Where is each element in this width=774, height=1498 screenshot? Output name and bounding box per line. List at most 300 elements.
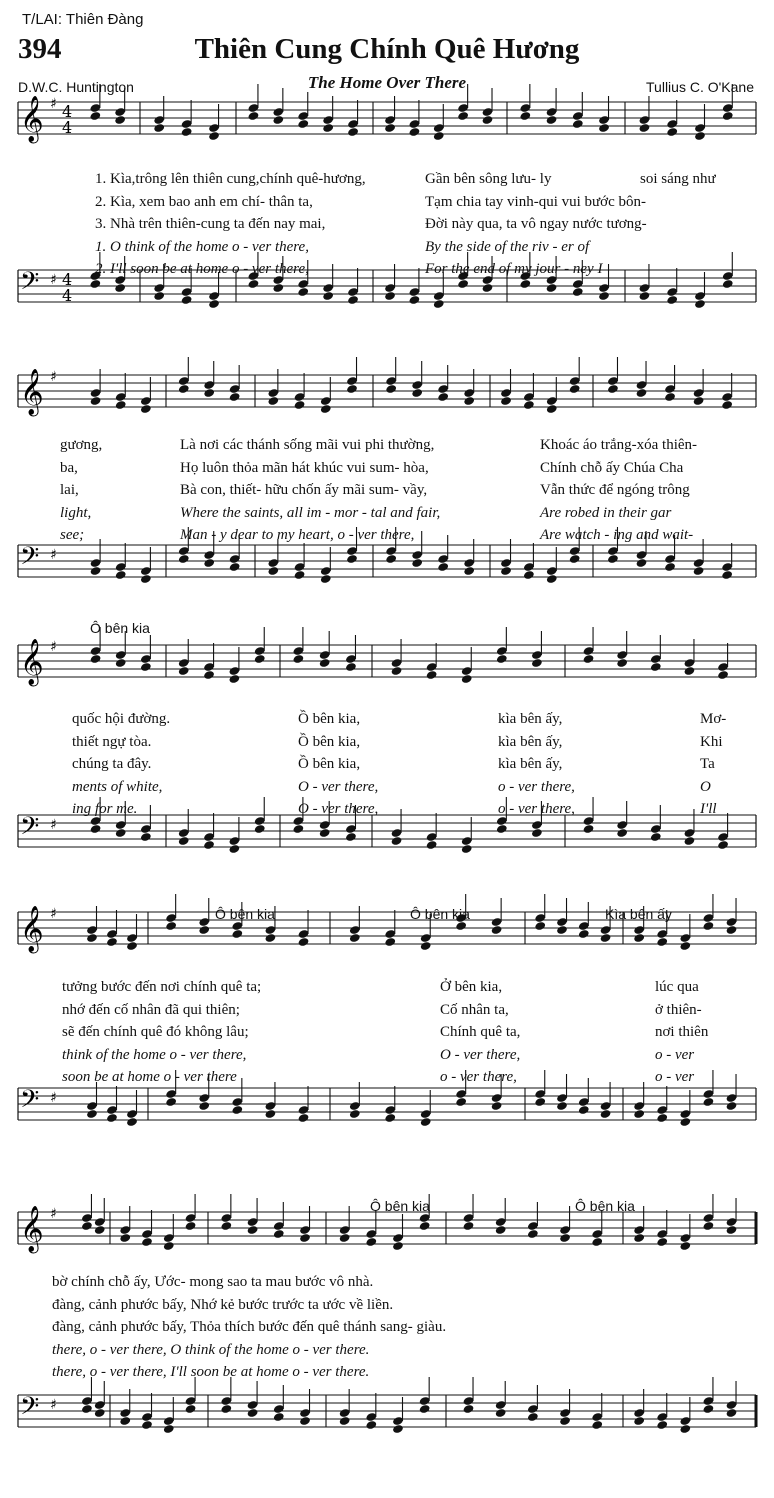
note-head (491, 925, 503, 935)
note-head (461, 674, 473, 684)
note-head (693, 396, 705, 406)
note-head (523, 400, 535, 410)
note-head (140, 662, 152, 672)
bass-staff (18, 815, 756, 847)
sharp-icon: ♯ (50, 639, 57, 655)
note-head (420, 941, 432, 951)
note-head (437, 392, 449, 402)
sharp-icon: ♯ (50, 1090, 57, 1106)
note-head (519, 279, 531, 289)
note-head (349, 1109, 361, 1119)
note-head (90, 566, 102, 576)
sharp-icon: ♯ (50, 1397, 57, 1413)
note-head (273, 1412, 285, 1422)
note-head (178, 554, 190, 564)
note-head (600, 933, 612, 943)
lyric-phrase: Vẫn thức để ngóng trông (540, 482, 690, 498)
note-head (347, 295, 359, 305)
sharp-icon: ♯ (50, 906, 57, 922)
note-head (272, 283, 284, 293)
note-head (94, 1408, 106, 1418)
sharp-icon: ♯ (50, 96, 57, 112)
note-head (633, 1109, 645, 1119)
note-head (559, 1416, 571, 1426)
note-head (482, 115, 494, 125)
sharp-icon: ♯ (50, 817, 57, 833)
lyric-phrase: O (700, 778, 711, 795)
note-head (722, 111, 734, 121)
note-head (419, 1404, 431, 1414)
lyric-phrase: o - ver there, (440, 1069, 517, 1085)
note-head (90, 824, 102, 834)
note-head (391, 836, 403, 846)
note-head (703, 1221, 715, 1231)
note-head (349, 933, 361, 943)
note-head (457, 111, 469, 121)
note-head (408, 295, 420, 305)
treble-clef-icon: 𝄞 (20, 1206, 44, 1252)
note-head (254, 654, 266, 664)
note-head (527, 1229, 539, 1239)
note-head (519, 111, 531, 121)
note-head (203, 670, 215, 680)
note-head (679, 1241, 691, 1251)
note-head (298, 937, 310, 947)
note-head (726, 1408, 738, 1418)
note-head (463, 566, 475, 576)
note-head (656, 1237, 668, 1247)
note-head (220, 1221, 232, 1231)
note-head (607, 384, 619, 394)
lyric-phrase: Man - y dear to my heart, o - ver there, (180, 527, 415, 543)
note-head (231, 929, 243, 939)
treble-clef-icon: 𝄞 (20, 96, 44, 142)
note-head (292, 824, 304, 834)
note-head (347, 127, 359, 137)
note-head (650, 662, 662, 672)
note-head (639, 123, 651, 133)
note-head (198, 1101, 210, 1111)
note-head (496, 654, 508, 664)
note-head (693, 566, 705, 576)
note-head (365, 1420, 377, 1430)
note-head (721, 570, 733, 580)
hymn-subtitle: The Home Over There (307, 73, 467, 92)
note-head (265, 933, 277, 943)
note-head (203, 388, 215, 398)
time-signature: 4 (62, 118, 73, 137)
lyric-phrase: there, o - ver there, I'll soon be at home o - ver there. (52, 1364, 370, 1380)
note-head (119, 1416, 131, 1426)
note-head (365, 1237, 377, 1247)
note-head (86, 1109, 98, 1119)
note-head (106, 937, 118, 947)
note-head (126, 941, 138, 951)
note-head (203, 558, 215, 568)
bass-clef-icon: 𝄢 (20, 542, 40, 577)
treble-clef-icon: 𝄞 (20, 639, 44, 685)
lyric-phrase: nơi thiên (655, 1024, 709, 1040)
note-head (140, 404, 152, 414)
composer-credit: D.W.C. Huntington (18, 79, 134, 95)
lyric-phrase: sẽ đến chính quê đó không lâu; (62, 1024, 249, 1040)
note-head (684, 666, 696, 676)
note-head (299, 1416, 311, 1426)
note-head (546, 574, 558, 584)
note-head (89, 111, 101, 121)
lyric-phrase: o - ver there, (498, 778, 575, 795)
lyric-phrase: ing for me. (72, 801, 138, 817)
lyric-phrase: 1. O think of the home o - ver there, (95, 238, 309, 255)
note-head (178, 666, 190, 676)
note-head (583, 824, 595, 834)
note-head (664, 562, 676, 572)
note-head (531, 658, 543, 668)
note-head (656, 937, 668, 947)
note-head (463, 1404, 475, 1414)
lyric-phrase: ba, (60, 459, 78, 476)
note-head (420, 1117, 432, 1127)
lyric-phrase: Đời này qua, ta vô ngay nước tương- (425, 216, 647, 232)
note-head (650, 832, 662, 842)
note-head (126, 1117, 138, 1127)
note-head (721, 400, 733, 410)
note-head (106, 1113, 118, 1123)
lyric-phrase: Are watch - ing and wait- (540, 527, 694, 543)
note-head (384, 123, 396, 133)
note-head (726, 925, 738, 935)
note-head (495, 1225, 507, 1235)
lyric-phrase: Ồ bên kia, (298, 756, 361, 772)
note-head (248, 111, 260, 121)
bass-clef-icon: 𝄢 (20, 267, 40, 302)
note-head (231, 1105, 243, 1115)
lyric-phrase: kìa bên ấy, (498, 756, 563, 772)
note-head (272, 115, 284, 125)
note-head (346, 384, 358, 394)
note-head (546, 115, 558, 125)
lyric-phrase: light, (60, 504, 92, 521)
note-head (437, 562, 449, 572)
note-head (384, 291, 396, 301)
note-head (198, 925, 210, 935)
note-head (455, 921, 467, 931)
sharp-icon: ♯ (50, 547, 57, 563)
note-head (163, 1241, 175, 1251)
note-head (220, 1404, 232, 1414)
note-head (523, 570, 535, 580)
note-head (228, 674, 240, 684)
note-head (254, 824, 266, 834)
note-head (482, 283, 494, 293)
note-head (569, 384, 581, 394)
lyric-phrase: o - ver (655, 1069, 695, 1085)
note-head (81, 1221, 93, 1231)
note-head (339, 1233, 351, 1243)
note-head (703, 921, 715, 931)
note-head (726, 1225, 738, 1235)
note-head (297, 287, 309, 297)
note-head (86, 933, 98, 943)
treble-clef-icon: 𝄞 (20, 906, 44, 952)
note-head (666, 295, 678, 305)
lyric-phrase: Chính chỗ ấy Chúa Cha (540, 459, 684, 476)
note-head (679, 941, 691, 951)
note-head (385, 554, 397, 564)
note-head (185, 1404, 197, 1414)
sharp-icon: ♯ (50, 1206, 57, 1222)
lyric-phrase: ments of white, (72, 778, 163, 795)
lyric-phrase: Khoác áo trắng-xóa thiên- (540, 437, 698, 453)
lyric-phrase: lai, (60, 482, 79, 498)
note-head (265, 1109, 277, 1119)
note-head (392, 1424, 404, 1434)
note-head (320, 574, 332, 584)
note-head (717, 840, 729, 850)
note-head (583, 654, 595, 664)
note-head (534, 1097, 546, 1107)
lyric-phrase: 2. Kìa, xem bao anh em chí- thân ta, (95, 193, 313, 210)
time-signature: 4 (62, 102, 73, 121)
lyric-phrase: Khi (700, 733, 723, 750)
lyric-phrase: o - ver there, (498, 801, 575, 817)
bass-lyric: Ô bên kia (215, 906, 275, 922)
note-head (322, 123, 334, 133)
lyric-phrase: tưởng bước đến nơi chính quê ta; (62, 979, 262, 995)
note-head (616, 828, 628, 838)
note-head (292, 654, 304, 664)
note-head (666, 127, 678, 137)
lyric-phrase: ở thiên- (655, 1001, 702, 1018)
lyric-phrase: nhớ đến cố nhân đã qui thiên; (62, 1001, 240, 1018)
note-head (656, 1420, 668, 1430)
note-head (726, 1101, 738, 1111)
lyric-phrase: soon be at home o - ver there (62, 1069, 237, 1085)
lyric-phrase: By the side of the riv - er of (425, 238, 590, 255)
note-head (115, 658, 127, 668)
author-credit: Tullius C. O'Kane (646, 79, 754, 95)
note-head (319, 828, 331, 838)
note-head (722, 279, 734, 289)
note-head (419, 1221, 431, 1231)
treble-clef-icon: 𝄞 (20, 369, 44, 415)
lyric-phrase: Ta (700, 756, 715, 772)
note-head (141, 1420, 153, 1430)
lyric-phrase: Là nơi các thánh sống mãi vui phi thường, (180, 437, 435, 453)
note-head (163, 1424, 175, 1434)
note-head (578, 929, 590, 939)
note-head (556, 1101, 568, 1111)
lyric-phrase: Ở bên kia, (440, 979, 503, 995)
note-head (114, 283, 126, 293)
note-head (185, 1221, 197, 1231)
note-head (228, 844, 240, 854)
note-head (598, 291, 610, 301)
bass-clef-icon: 𝄢 (20, 1392, 40, 1427)
note-head (569, 554, 581, 564)
lyric-phrase: think of the home o - ver there, (62, 1046, 247, 1063)
note-head (531, 828, 543, 838)
note-head (384, 937, 396, 947)
note-head (411, 558, 423, 568)
note-head (90, 654, 102, 664)
note-head (527, 1412, 539, 1422)
note-head (165, 1097, 177, 1107)
bass-lyric: Ô bên kia (90, 620, 150, 636)
note-head (591, 1237, 603, 1247)
note-head (426, 670, 438, 680)
note-head (463, 1221, 475, 1231)
note-head (178, 836, 190, 846)
note-head (703, 1404, 715, 1414)
note-head (89, 279, 101, 289)
note-head (433, 299, 445, 309)
note-head (408, 127, 420, 137)
note-head (639, 291, 651, 301)
note-head (679, 1424, 691, 1434)
note-head (229, 392, 241, 402)
treble-staff (18, 645, 756, 677)
note-head (267, 566, 279, 576)
lyric-phrase: Mơ- (700, 711, 727, 727)
note-head (153, 123, 165, 133)
note-head (463, 396, 475, 406)
note-head (694, 299, 706, 309)
note-head (616, 658, 628, 668)
note-head (684, 836, 696, 846)
note-head (703, 1097, 715, 1107)
lyric-phrase: Họ luôn thỏa mãn hát khúc vui sum- hòa, (180, 459, 429, 476)
note-head (248, 279, 260, 289)
note-head (115, 400, 127, 410)
note-head (591, 1420, 603, 1430)
note-head (495, 1408, 507, 1418)
note-head (181, 295, 193, 305)
sharp-icon: ♯ (50, 272, 57, 288)
note-head (636, 388, 648, 398)
note-head (141, 1237, 153, 1247)
lyric-phrase: Bà con, thiết- hữu chốn ấy mãi sum- vầy, (180, 482, 428, 498)
bass-clef-icon: 𝄢 (20, 1085, 40, 1120)
note-head (633, 1233, 645, 1243)
note-head (385, 384, 397, 394)
bass-lyric: Kìa bên ấy (605, 906, 672, 922)
note-head (578, 1105, 590, 1115)
time-signature: 4 (62, 270, 73, 289)
note-head (717, 670, 729, 680)
lyric-phrase: O - ver there, (440, 1046, 521, 1063)
note-head (208, 131, 220, 141)
lyric-phrase: 2. I'll soon be at home o - ver there, (95, 261, 309, 277)
bass-lyric: Ô bên kia (410, 906, 470, 922)
hymn-title: Thiên Cung Chính Quê Hương (194, 33, 580, 65)
note-head (500, 566, 512, 576)
lyric-phrase: thiết ngự tòa. (72, 733, 152, 750)
note-head (572, 119, 584, 129)
lyric-phrase: Ồ bên kia, (298, 711, 361, 727)
note-head (140, 574, 152, 584)
note-head (384, 1113, 396, 1123)
note-head (90, 396, 102, 406)
lyric-phrase: Tạm chia tay vinh-qui vui bước bôn- (425, 193, 647, 210)
note-head (496, 824, 508, 834)
note-head (319, 658, 331, 668)
note-head (559, 1233, 571, 1243)
note-head (433, 131, 445, 141)
note-head (455, 1097, 467, 1107)
note-head (600, 1109, 612, 1119)
note-head (598, 123, 610, 133)
note-head (203, 840, 215, 850)
note-head (140, 832, 152, 842)
lyric-phrase: chúng ta đây. (72, 756, 152, 772)
lyric-phrase: I'll (700, 801, 717, 817)
note-head (461, 844, 473, 854)
lyric-phrase: 1. Kìa,trông lên thiên cung,chính quê-hương, (95, 171, 366, 187)
note-head (115, 828, 127, 838)
note-head (534, 921, 546, 931)
system-5 (18, 1194, 756, 1434)
note-head (411, 388, 423, 398)
note-head (165, 921, 177, 931)
note-head (500, 396, 512, 406)
note-head (392, 1241, 404, 1251)
note-head (229, 562, 241, 572)
note-head (339, 1416, 351, 1426)
note-head (694, 131, 706, 141)
lyric-phrase: đàng, cảnh phước bấy, Thỏa thích bước đến quê thánh sang- giàu. (52, 1319, 447, 1335)
note-head (299, 1233, 311, 1243)
note-head (607, 554, 619, 564)
lyric-phrase: lúc qua (655, 979, 699, 995)
lyric-phrase: bờ chính chỗ ấy, Ước- mong sao ta mau bước vô nhà. (52, 1274, 374, 1290)
note-head (426, 840, 438, 850)
note-head (457, 279, 469, 289)
note-head (679, 1117, 691, 1127)
note-head (247, 1225, 259, 1235)
lyric-phrase: Ồ bên kia, (298, 733, 361, 750)
bass-clef-icon: 𝄢 (20, 812, 40, 847)
lyric-phrase: Cố nhân ta, (440, 1001, 509, 1018)
note-head (114, 115, 126, 125)
note-head (181, 127, 193, 137)
note-head (119, 1233, 131, 1243)
note-head (294, 570, 306, 580)
note-head (346, 554, 358, 564)
lyric-phrase: kìa bên ấy, (498, 733, 563, 750)
lyric-phrase: see; (60, 527, 85, 543)
note-head (81, 1404, 93, 1414)
note-head (633, 933, 645, 943)
lyric-phrase: soi sáng như (640, 171, 716, 187)
note-head (322, 291, 334, 301)
note-head (320, 404, 332, 414)
note-head (247, 1408, 259, 1418)
note-head (491, 1101, 503, 1111)
note-head (273, 1229, 285, 1239)
lyric-phrase: quốc hội đường. (72, 711, 171, 727)
note-head (345, 832, 357, 842)
note-head (656, 1113, 668, 1123)
note-head (636, 558, 648, 568)
lyric-phrase: there, o - ver there, O think of the home o - ver there. (52, 1341, 370, 1358)
lyric-phrase: Where the saints, all im - mor - tal and fair, (180, 504, 441, 521)
lyric-phrase: kìa bên ấy, (498, 711, 563, 727)
sharp-icon: ♯ (50, 369, 57, 385)
note-head (294, 400, 306, 410)
time-signature: 4 (62, 286, 73, 305)
lyric-phrase: o - ver (655, 1046, 695, 1063)
